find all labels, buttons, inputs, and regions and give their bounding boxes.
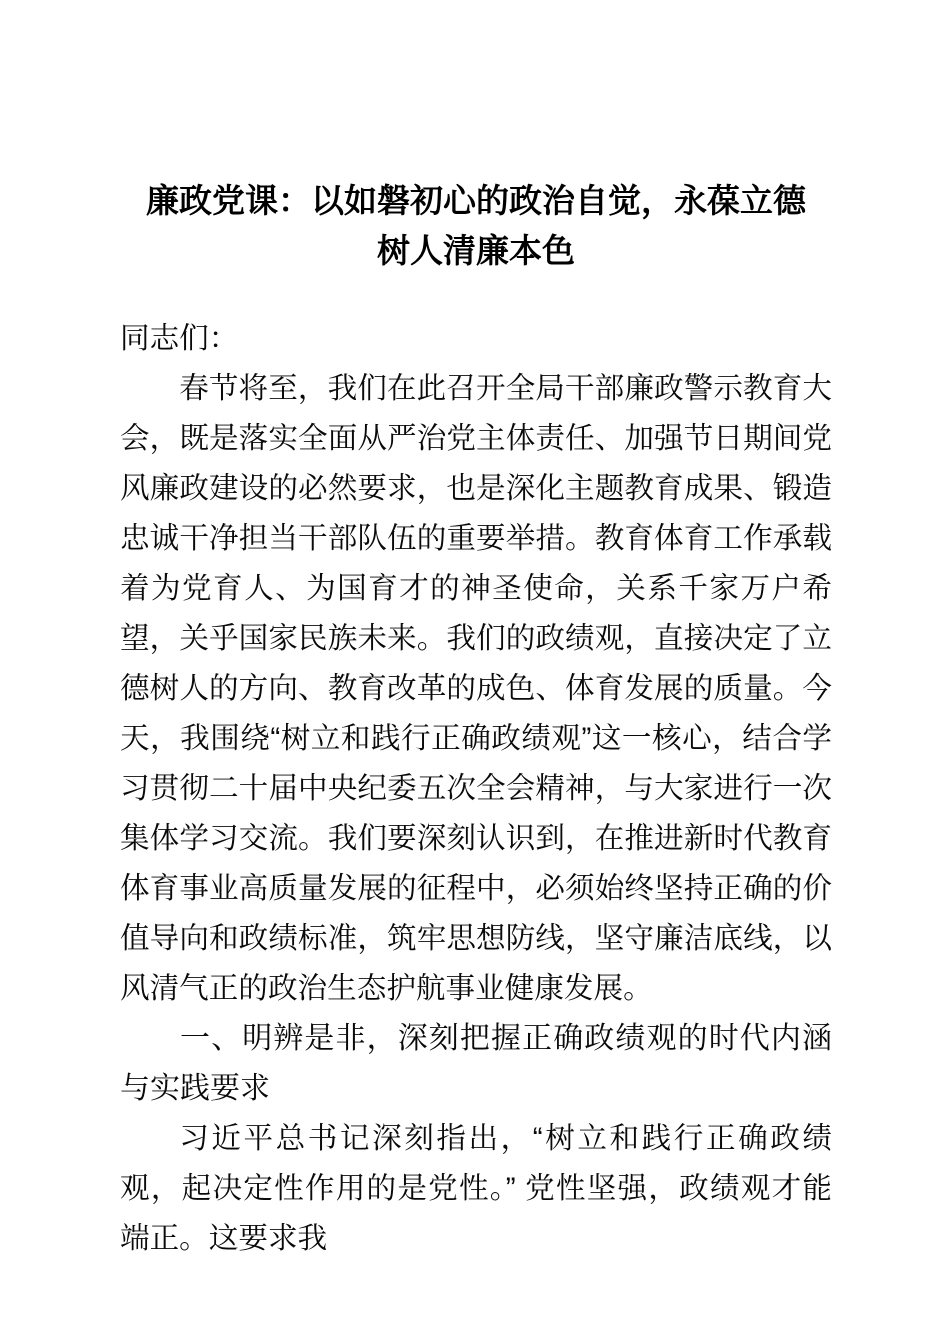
page-title-line-2: 树人清廉本色: [377, 232, 575, 269]
body-paragraph-1: 春节将至，我们在此召开全局干部廉政警示教育大会，既是落实全面从严治党主体责任、加强节日期间党风廉政建设的必然要求，也是深化主题教育成果、锻造忠诚干净担当干部队伍的重要举措。教育体育工作承载着为党育人、为国育才的神圣使命，关系千家万户希望，关乎国家民族未来。我们的政绩观，直接决定了立德树人的方向、教育改革的成色、体育发展的质量。今天，我围绕“树立和践行正确政绩观”这一核心，结合学习贯彻二十届中央纪委五次全会精神，与大家进行一次集体学习交流。我们要深刻认识到，在推进新时代教育体育事业高质量发展的征程中，必须始终坚持正确的价值导向和政绩标准，筑牢思想防线，坚守廉洁底线，以风清气正的政治生态护航事业健康发展。: [120, 372, 832, 1005]
salutation: 同志们：: [120, 322, 239, 355]
page-title-line-1: 廉政党课：以如磐初心的政治自觉，永葆立德: [146, 182, 806, 219]
page-title: [120, 0, 832, 276]
body-paragraph-2: 习近平总书记深刻指出，“树立和践行正确政绩观，起决定性作用的是党性。” 党性坚强，政绩观才能端正。这要求我: [120, 1122, 832, 1255]
title-body-spacer: [120, 276, 832, 314]
document-body: [120, 0, 832, 1264]
section-heading-1: 一、明辨是非，深刻把握正确政绩观的时代内涵与实践要求: [120, 1022, 832, 1105]
